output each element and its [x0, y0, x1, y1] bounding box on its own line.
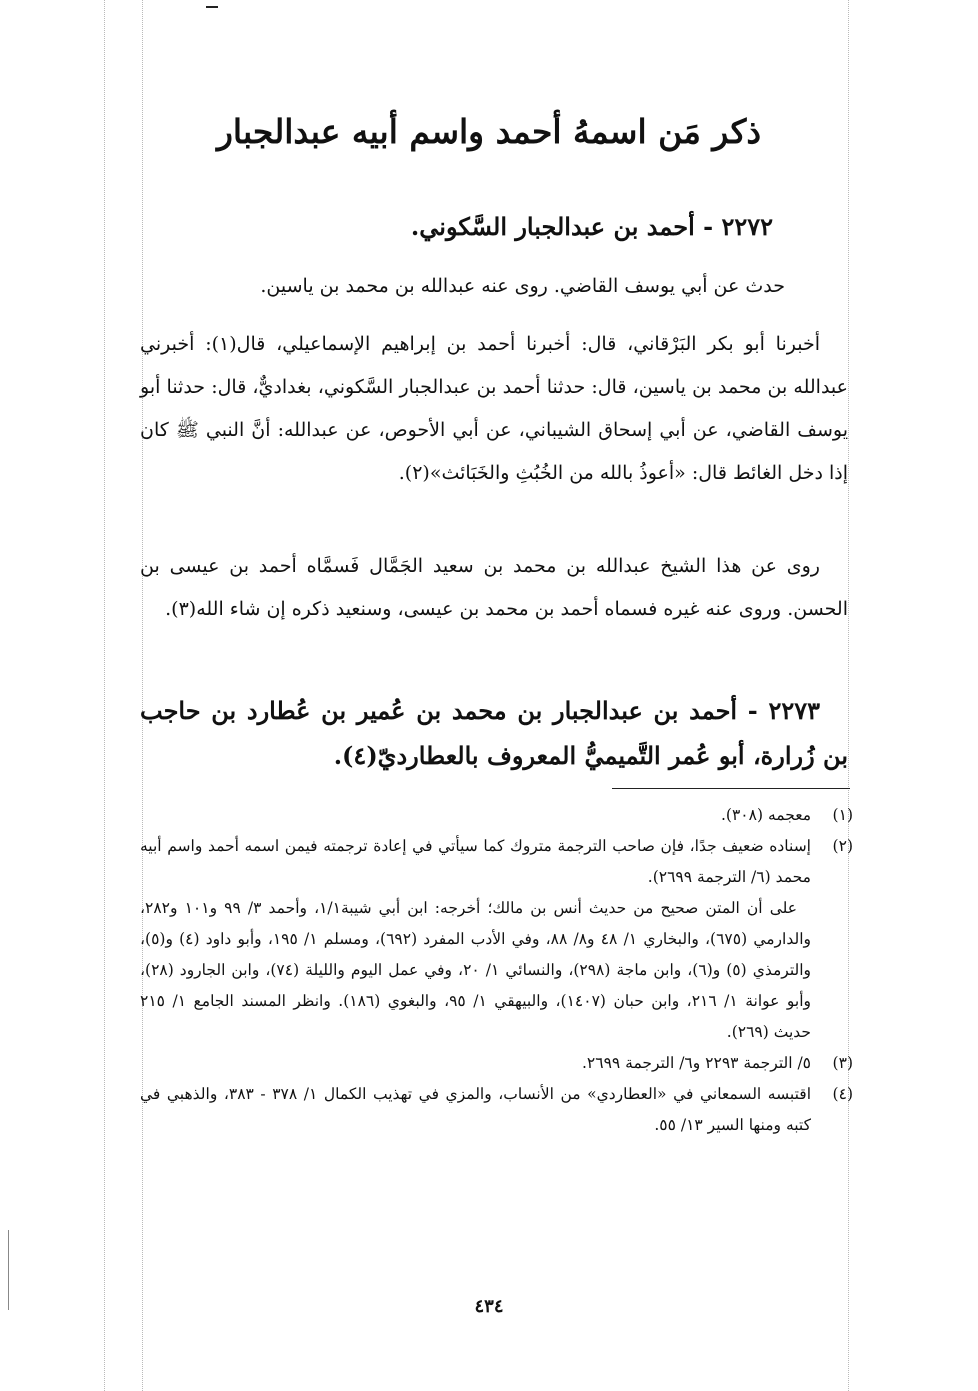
footnote-2-continuation: [140, 893, 853, 1048]
entry-2272-paragraph-2: أخبرنا أبو بكر البَرْقاني، قال: أخبرنا أحمد بن إبراهيم الإسماعيلي، قال(١): أخبرني عبدالله بن محمد بن ياسين، قال: حدثنا أحمد بن عبدالجبار السَّكوني، بغداديٌّ، قال: حدثنا أبو يوسف القاضي، عن أبي إسحاق الشيباني، عن أبي الأحوص، عن عبدالله: أنَّ النبي ﷺ كان إذا دخل الغائط قال: «أعوذُ بالله من الخُبُثِ والخَبَائث»(٢).: [140, 333, 848, 484]
footnote-3-text: ٥/ الترجمة ٢٢٩٣ و٦/ الترجمة ٢٦٩٩.: [581, 1054, 811, 1072]
footnote-1-text: معجمه (٣٠٨).: [721, 806, 811, 824]
footnote-2-number: (٢): [832, 837, 853, 855]
footnote-2-text: إسناده ضعيف جدًا، فإن صاحب الترجمة متروك كما سيأتي في إعادة ترجمته فيمن اسمه أحمد واسم أبيه محمد (٦/ الترجمة ٢٦٩٩).: [140, 837, 811, 886]
footnote-1: [140, 800, 853, 831]
page-number: ٤٣٤: [474, 1296, 504, 1317]
entry-2272-paragraph-1: حدث عن أبي يوسف القاضي. روى عنه عبدالله بن محمد بن ياسين.: [260, 275, 785, 297]
footnotes: [140, 800, 853, 1141]
entry-2273-heading: ٢٢٧٣ - أحمد بن عبدالجبار بن محمد بن عُمير بن عُطارد بن حاجب بن زُرارة، أبو عُمر التَّميميُّ المعروف بالعطارديّ(٤).: [140, 696, 848, 770]
footnote-1-number: (١): [832, 806, 853, 824]
footnote-4-number: (٤): [832, 1085, 853, 1103]
footnote-4-text: اقتبسه السمعاني في «العطاردي» من الأنساب، والمزي في تهذيب الكمال ١/ ٣٧٨ - ٣٨٣، والذهبي في كتبه ومنها السير ١٣/ ٥٥.: [140, 1085, 811, 1134]
entry-2272-heading: ٢٢٧٢ - أحمد بن عبدالجبار السَّكوني.: [410, 212, 773, 241]
scan-mark-top: [206, 6, 218, 8]
footnote-2-continuation-text: على أن المتن صحيح من حديث أنس بن مالك؛ أخرجه: ابن أبي شيبة١/١، وأحمد ٣/ ٩٩ و١٠١ و٢٨٢، والدارمي (٦٧٥)، والبخاري ١/ ٤٨ و٨/ ٨٨، وفي الأدب المفرد (٦٩٢)، ومسلم ١/ ١٩٥، وأبو داود (٤) و(٥)، والترمذي (٥) و(٦)، وابن ماجة (٢٩٨)، والنسائي ١/ ٢٠، وفي عمل اليوم والليلة (٧٤)، وابن الجارود (٢٨)، وأبو عوانة ١/ ٢١٦، وابن حبان (١٤٠٧)، والبيهقي ١/ ٩٥، والبغوي (١٨٦). وانظر المسند الجامع ١/ ٢١٥ حديث (٢٦٩).: [140, 899, 812, 1041]
footnote-3: [140, 1048, 853, 1079]
section-title: ذكر مَن اسمهُ أحمد واسم أبيه عبدالجبار: [216, 112, 762, 151]
footnote-separator: [612, 788, 850, 789]
footnote-2: [140, 831, 853, 893]
entry-2272-paragraph-3: روى عن هذا الشيخ عبدالله بن محمد بن سعيد الجَمَّال فَسمَّاه أحمد بن عيسى بن الحسن. وروى عنه غيره فسماه أحمد بن محمد بن عيسى، وسنعيد ذكره إن شاء الله(٣).: [140, 555, 848, 620]
footnote-3-number: (٣): [832, 1054, 853, 1072]
fold-line-left: [104, 0, 105, 1391]
fold-line-inner-right: [848, 0, 849, 1391]
footnote-4: [140, 1079, 853, 1141]
